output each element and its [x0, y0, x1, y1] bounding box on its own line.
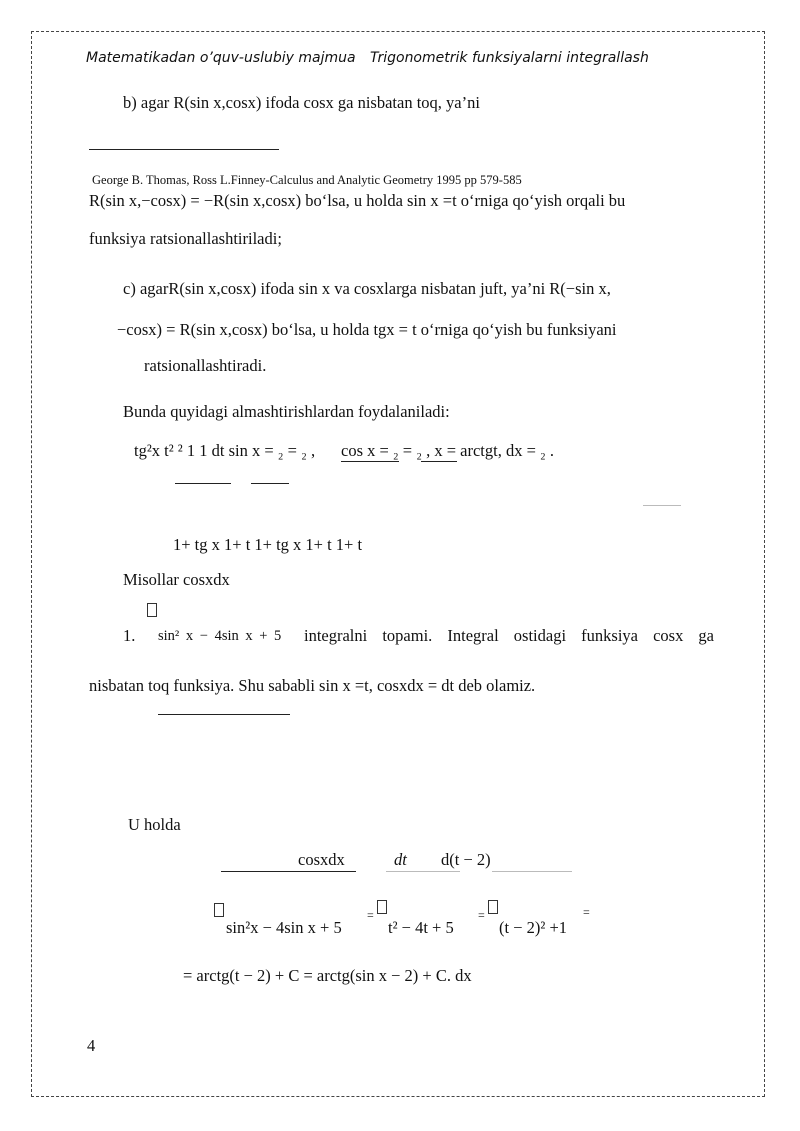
- equals-sign: =: [478, 908, 485, 922]
- fraction-bar: [492, 871, 572, 872]
- b-end-line: funksiya ratsionallashtiriladi;: [89, 229, 282, 248]
- misollar-line: Misollar cosxdx: [123, 570, 230, 589]
- fraction-bar: [221, 871, 356, 872]
- numerator-2: dt: [394, 850, 407, 869]
- c-intro-line: c) agarR(sin x,cosx) ifoda sin x va cosxlarga nisbatan juft, ya’ni R(−sin x,: [123, 279, 611, 298]
- integral-sign-icon: [147, 602, 157, 620]
- b-condition-line: R(sin x,−cosx) = −R(sin x,cosx) bo‘lsa, u holda sin x =t o‘rniga qo‘yish orqali bu: [89, 191, 626, 210]
- integral-sign-icon: [377, 899, 387, 917]
- fraction-bar: [158, 714, 290, 715]
- denominator-3: (t − 2)² +1: [499, 918, 568, 937]
- footnote-separator: [89, 149, 279, 150]
- footnote: George B. Thomas, Ross L.Finney-Calculus and Analytic Geometry 1995 pp 579-585: [92, 173, 522, 187]
- bunda-line: Bunda quyidagi almashtirishlardan foydalaniladi:: [123, 402, 450, 421]
- example-text: integralni topami. Integral ostidagi funksiya cosx ga: [304, 626, 714, 645]
- example-number: 1.: [123, 626, 136, 645]
- header-left: Matematikadan o’quv-uslubiy majmua: [86, 50, 356, 66]
- substitution-formula-a: tg²x t² ² 1 1 dt sin x = ₂ = ₂ ,: [134, 441, 316, 460]
- header-right: Trigonometrik funksiyalarni integrallash: [370, 50, 649, 66]
- page-number: 4: [87, 1036, 96, 1055]
- fraction-bar: [341, 461, 399, 462]
- substitution-denominators: 1+ tg x 1+ t 1+ tg x 1+ t 1+ t: [173, 535, 363, 554]
- fraction-bar: [386, 871, 460, 872]
- c-end-line: ratsionallashtiradi.: [144, 356, 267, 375]
- denominator-1: sin²x − 4sin x + 5: [226, 918, 342, 937]
- fraction-bar: [175, 483, 231, 484]
- equals-sign: =: [583, 905, 590, 919]
- b-intro-line: b) agar R(sin x,cosx) ifoda cosx ga nisbatan toq, ya’ni: [123, 93, 480, 112]
- integral-sign-icon: [488, 899, 498, 917]
- denominator-2: t² − 4t + 5: [388, 918, 454, 937]
- example-continuation: nisbatan toq funksiya. Shu sababli sin x =t, cosxdx = dt deb olamiz.: [89, 676, 536, 695]
- numerator-3: d(t − 2): [441, 850, 491, 869]
- fraction-bar: [643, 505, 681, 506]
- integral-sign-icon: [214, 902, 224, 920]
- c-condition-line: −cosx) = R(sin x,cosx) bo‘lsa, u holda tgx = t o‘rniga qo‘yish bu funksiyani: [117, 320, 617, 339]
- numerator-1: cosxdx: [298, 850, 345, 869]
- result-line: = arctg(t − 2) + C = arctg(sin x − 2) + C. dx: [183, 966, 472, 985]
- u-holda-line: U holda: [128, 815, 181, 834]
- fraction-bar: [421, 461, 457, 462]
- example-denominator: sin² x − 4sin x + 5: [158, 628, 282, 644]
- fraction-bar: [251, 483, 289, 484]
- substitution-formula-b: cos x = ₂ = ₂ , x = arctgt, dx = ₂ .: [341, 441, 555, 460]
- equals-sign: =: [367, 908, 374, 922]
